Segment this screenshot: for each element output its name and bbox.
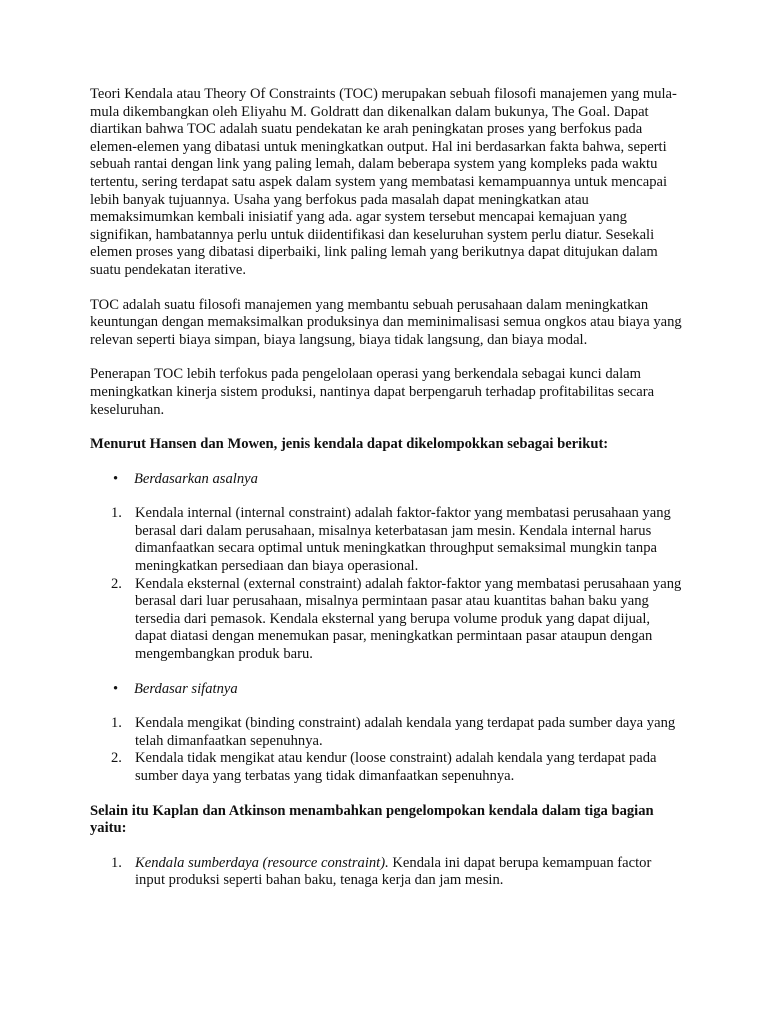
list-item [90,576,682,664]
numbered-list-kaplan [90,855,682,890]
bullet-list-origin [90,471,682,489]
numbered-list-origin [90,505,682,663]
bullet-label-nature: Berdasar sifatnya [134,680,238,697]
paragraph-toc-definition: TOC adalah suatu filosofi manajemen yang membantu sebuah perusahaan dalam meningkatkan keuntungan dengan memaksimalkan produksinya dan meminimalisasi semua ongkos atau biaya yang relevan seperti biaya simpan, biaya langsung, biaya tidak langsung, dan biaya modal. [90,296,682,348]
list-item-text: Kendala mengikat (binding constraint) adalah kendala yang terdapat pada sumber daya yang telah dimanfaatkan sepenuhnya. [135,715,676,749]
bullet-icon: • [113,680,119,697]
heading-kaplan-atkinson: Selain itu Kaplan dan Atkinson menambahkan pengelompokan kendala dalam tiga bagian yaitu: [90,802,654,837]
list-number: 2. [111,750,122,767]
list-number: 2. [111,575,122,592]
list-number: 1. [111,715,122,732]
bullet-list-nature [90,681,682,699]
list-item-term: Kendala sumberdaya (resource constraint). [135,854,389,871]
document-page [90,86,682,907]
numbered-list-nature [90,715,682,785]
list-number: 1. [111,505,122,522]
bullet-item-nature [90,681,682,699]
list-item-text: Kendala ini dapat berupa kemampuan factor input produksi seperti bahan baku, tenaga kerja dan jam mesin. [135,854,652,889]
heading-hansen-mowen: Menurut Hansen dan Mowen, jenis kendala dapat dikelompokkan sebagai berikut: [90,436,609,453]
paragraph-toc-intro: Teori Kendala atau Theory Of Constraints (TOC) merupakan sebuah filosofi manajemen yang mula-mula dikembangkan oleh Eliyahu M. Goldratt dan dikenalkan dalam bukunya, The Goal. Dapat diartikan bahwa TOC adalah suatu pendekatan ke arah peningkatan proses yang berfokus pada elemen-elemen yang dibatasi untuk meningkatkan output. Hal ini berdasarkan fakta bahwa, seperti sebuah rantai dengan link yang paling lemah, dalam beberapa system yang kompleks pada waktu tertentu, sering terdapat satu aspek dalam system yang membatasi kemampuannya untuk mencapai lebih banyak tujuannya. Usaha yang berfokus pada masalah dapat meningkatkan atau memaksimumkan kembali inisiatif yang ada. agar system tersebut mencapai kemajuan yang signifikan, hambatannya perlu untuk diidentifikasi dan keseluruhan system perlu diatur. Sesekali elemen proses yang dibatasi diperbaiki, link paling lemah yang berikutnya dapat ditujukan dalam suatu pendekatan iterative. [90,86,677,278]
list-item-text: Kendala eksternal (external constraint) adalah faktor-faktor yang membatasi perusahaan yang berasal dari luar perusahaan, misalnya permintaan pasar atau kuantitas bahan baku yang tersedia dari pemasok. Kendala eksternal yang berupa volume produk yang dapat dijual, dapat diatasi dengan menemukan pasar, meningkatkan permintaan pasar ataupun dengan mengembangkan produk baru. [135,575,682,663]
list-item [90,750,682,785]
bullet-icon: • [113,470,119,487]
list-number: 1. [111,854,122,871]
paragraph-toc-application: Penerapan TOC lebih terfokus pada pengelolaan operasi yang berkendala sebagai kunci dalam meningkatkan kinerja sistem produksi, nantinya dapat berpengaruh terhadap profitabilitas secara keseluruhan. [90,366,655,418]
list-item-text: Kendala internal (internal constraint) adalah faktor-faktor yang membatasi perusahaan yang berasal dari dalam perusahaan, misalnya keterbatasan jam mesin. Kendala internal harus dimanfaatkan secara optimal untuk meningkatkan throughput semaksimal mungkin tanpa meningkatkan persediaan dan biaya operasional. [135,505,671,575]
list-item-text: Kendala tidak mengikat atau kendur (loose constraint) adalah kendala yang terdapat pada sumber daya yang terbatas yang tidak dimanfaatkan sepenuhnya. [135,750,657,784]
list-item [90,715,682,750]
list-item [90,505,682,575]
bullet-label-origin: Berdasarkan asalnya [134,470,258,487]
bullet-item-origin [90,471,682,489]
list-item [90,855,682,890]
